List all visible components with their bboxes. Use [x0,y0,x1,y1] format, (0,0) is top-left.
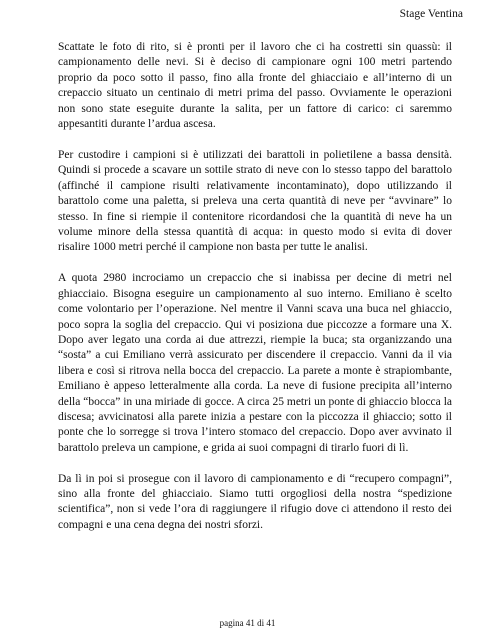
running-header: Stage Ventina [399,8,463,20]
paragraph-crevasse-descent: A quota 2980 incrociamo un crepaccio che si inabissa per decine di metri nel ghiacciaio. Bisogna eseguire un campionamento al suo interno. Emiliano è scelto come volontario per l’operazione. Nel mentre il Vanni scava una buca nel ghiaccio, poco sopra la soglia del crepaccio. Qui vi posiziona due piccozze a formare una X. Dopo aver legato una corda ai due attrezzi, riempie la buca; sta organizzando una “sosta” a cui Emiliano verrà assicurato per discendere il crepaccio. Vanni da il via libera e così si ritrova nella bocca del crepaccio. La parete a monte è strapiombante, Emiliano è appeso letteralmente alla corda. La neve di fusione precipita all’interno della “bocca” in una miriade di gocce. A circa 25 metri un ponte di ghiaccio blocca la discesa; avvicinatosi alla parete inizia a pestare con la piccozza il ghiaccio; sotto il ponte che lo sorregge si trova l’intero stomaco del crepaccio. Dopo aver avvinato il barattolo preleva un campione, e grida ai suoi compagni di tirarlo fuori di lì. [58,272,452,454]
paragraph-sample-containers: Per custodire i campioni si è utilizzati dei barattoli in polietilene a bassa densità. Quindi si procede a scavare un sottile strato di neve con lo stesso tappo del barattolo (affinché il campione risulti relativamente incontaminato), dopo utilizzando il barattolo come una paletta, si preleva una certa quantità di neve per “avvinare” lo stesso. In fine si riempie il contenitore ricordandosi che la quantità di neve ha un volume minore della stessa quantità di acqua: in questo modo si evita di dover risalire 1000 metri perché il campione non basta per tutte le analisi. [58,148,452,254]
body-text [58,40,452,549]
page-number-footer: pagina 41 di 41 [219,618,276,628]
paragraph-conclusion: Da lì in poi si prosegue con il lavoro di campionamento e di “recupero compagni”, sino alla fronte del ghiacciaio. Siamo tutti orgogliosi della nostra “spedizione scientifica”, non si vede l’ora di raggiungere il rifugio dove ci attendono il resto dei compagni e una cena degna dei nostri sforzi. [58,472,452,531]
paragraph-sampling-intro: Scattate le foto di rito, si è pronti per il lavoro che ci ha costretti sin quassù: il campionamento delle nevi. Si è deciso di campionare ogni 100 metri partendo proprio da poco sotto il passo, fino alla fronte del ghiacciaio e all’interno di un crepaccio situato un centinaio di metri prima del passo. Ovviamente le operazioni non sono state eseguite durante la salita, per un fattore di carico: ci saremmo appesantiti durante l’ardua ascesa. [58,41,452,131]
